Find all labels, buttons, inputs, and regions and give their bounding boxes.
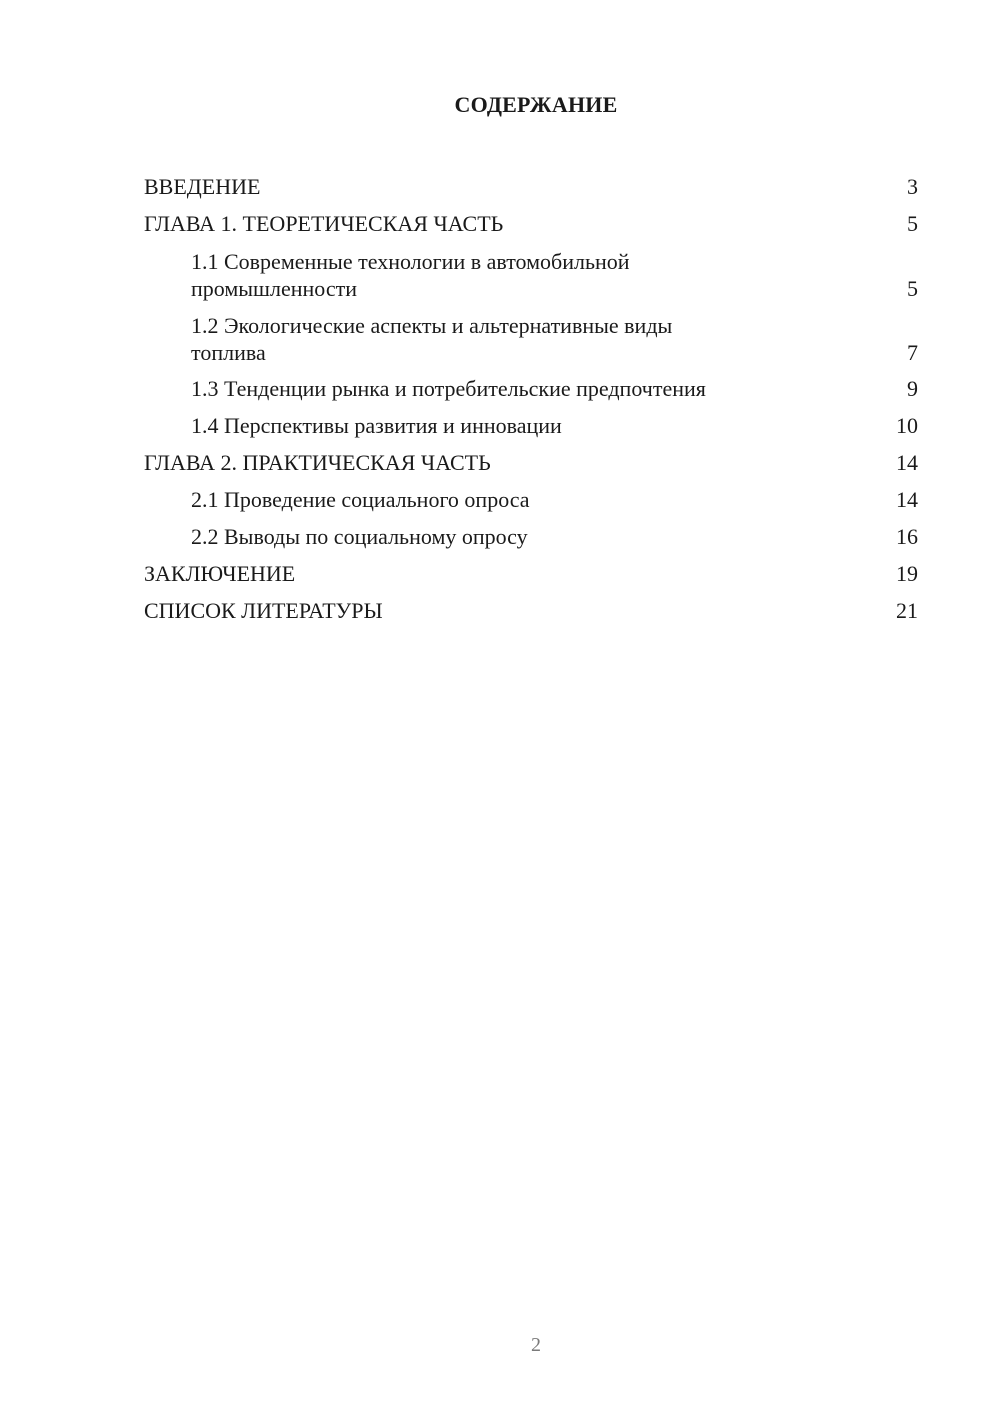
toc-entry-label: ЗАКЛЮЧЕНИЕ — [144, 561, 296, 586]
toc-entry-label: ВВЕДЕНИЕ — [144, 174, 261, 199]
toc-entry-page: 7 — [907, 340, 918, 365]
toc-entry-page: 21 — [896, 598, 918, 623]
toc-entry-label: 2.2 Выводы по социальному опросу — [191, 524, 528, 549]
toc-entry-section-1-4[interactable] — [144, 407, 918, 444]
toc-entry-label: 1.2 Экологические аспекты и альтернативные виды топлива — [191, 313, 673, 365]
toc-entry-page: 14 — [896, 450, 918, 475]
toc-entry-conclusion[interactable] — [144, 555, 918, 592]
toc-entry-page: 5 — [907, 211, 918, 236]
toc-entry-section-1-2[interactable] — [144, 306, 918, 370]
page-title: СОДЕРЖАНИЕ — [454, 92, 618, 117]
table-of-contents — [144, 168, 918, 629]
toc-entry-page: 3 — [907, 174, 918, 199]
toc-entry-introduction[interactable] — [144, 168, 918, 205]
toc-entry-page: 16 — [896, 524, 918, 549]
toc-entry-page: 10 — [896, 413, 918, 438]
toc-entry-page: 19 — [896, 561, 918, 586]
toc-entry-section-2-2[interactable] — [144, 518, 918, 555]
toc-entry-references[interactable] — [144, 592, 918, 629]
toc-entry-page: 9 — [907, 376, 918, 401]
toc-entry-label: ГЛАВА 2. ПРАКТИЧЕСКАЯ ЧАСТЬ — [144, 450, 491, 475]
toc-entry-page: 5 — [907, 276, 918, 301]
toc-entry-chapter-2[interactable] — [144, 444, 918, 481]
toc-entry-label: 2.1 Проведение социального опроса — [191, 487, 530, 512]
toc-entry-section-1-1[interactable] — [144, 242, 918, 306]
toc-entry-label: ГЛАВА 1. ТЕОРЕТИЧЕСКАЯ ЧАСТЬ — [144, 211, 504, 236]
page-number: 2 — [531, 1334, 541, 1356]
toc-entry-label: СПИСОК ЛИТЕРАТУРЫ — [144, 598, 383, 623]
toc-entry-section-2-1[interactable] — [144, 481, 918, 518]
toc-entry-label: 1.1 Современные технологии в автомобильной промышленности — [191, 249, 630, 301]
toc-entry-label: 1.4 Перспективы развития и инновации — [191, 413, 562, 438]
toc-entry-chapter-1[interactable] — [144, 205, 918, 242]
toc-entry-label: 1.3 Тенденции рынка и потребительские предпочтения — [191, 376, 706, 401]
toc-entry-page: 14 — [896, 487, 918, 512]
toc-entry-section-1-3[interactable] — [144, 370, 918, 407]
